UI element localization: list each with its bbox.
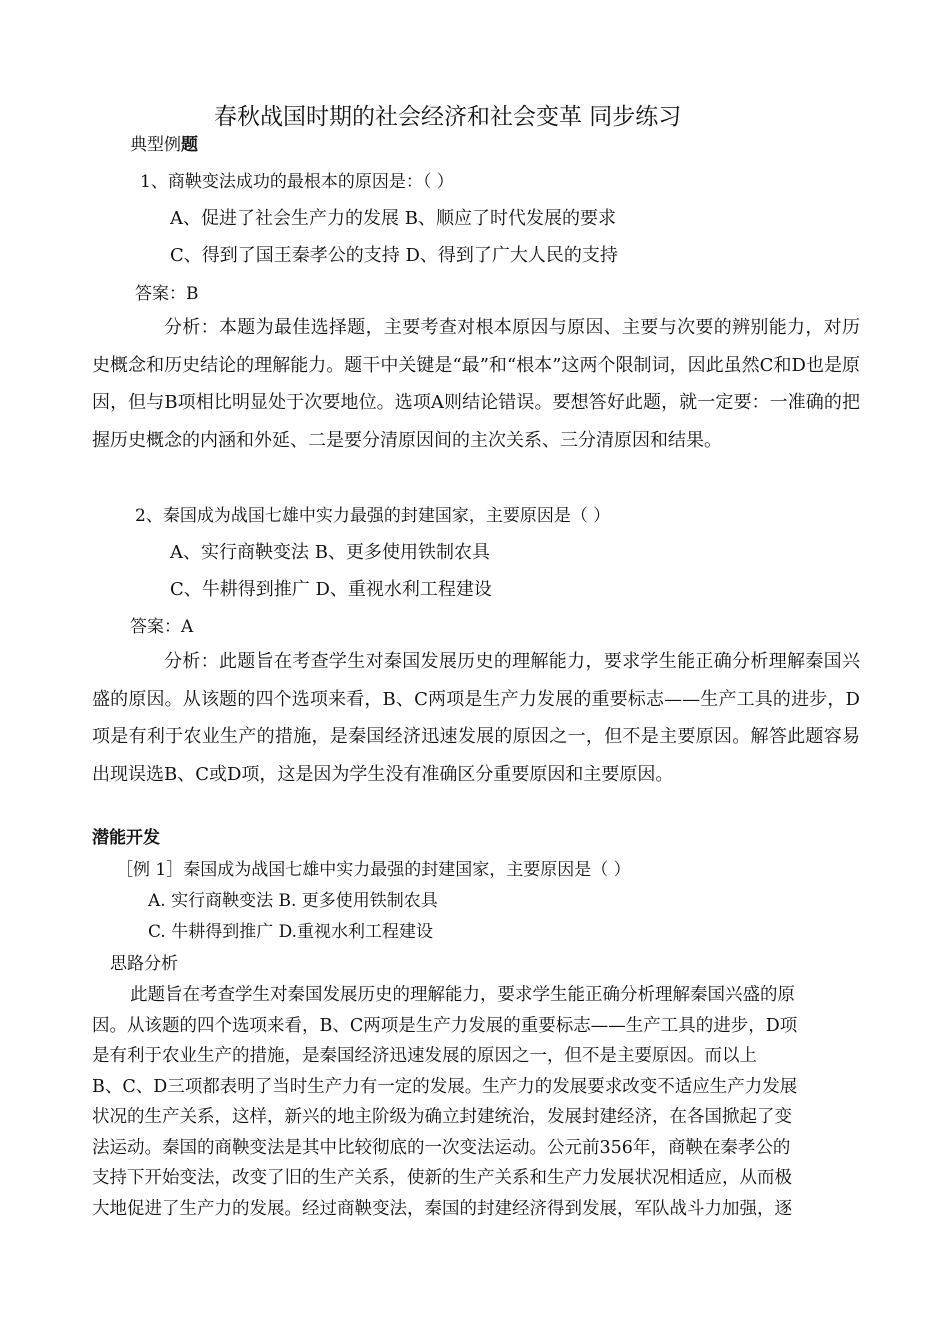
example-1-options-cd: C. 牛耕得到推广 D.重视水利工程建设 xyxy=(148,922,434,942)
section-heading-typical-examples xyxy=(130,130,198,155)
analysis-line: 是有利于农业生产的措施，是秦国经济迅速发展的原因之一，但不是主要原因。而以上 xyxy=(92,1046,757,1066)
analysis-line: 法运动。秦国的商鞅变法是其中比较彻底的一次变法运动。公元前356年，商鞅在秦孝公的 xyxy=(92,1137,791,1158)
question-2-stem: 2、秦国成为战国七雄中实力最强的封建国家，主要原因是（ ） xyxy=(135,506,611,526)
analysis-line: 支持下开始变法，改变了旧的生产关系，使新的生产关系和生产力发展状况相适应，从而极 xyxy=(92,1168,792,1188)
question-2-options-cd: C、牛耕得到推广 D、重视水利工程建设 xyxy=(170,579,492,600)
example-1-stem: ［例 1］秦国成为战国七雄中实力最强的封建国家，主要原因是（ ） xyxy=(116,860,631,880)
page-title: 春秋战国时期的社会经济和社会变革 同步练习 xyxy=(214,104,682,130)
question-2-options-ab: A、实行商鞅变法 B、更多使用铁制农具 xyxy=(170,542,490,563)
analysis-line: 状况的生产关系，这样，新兴的地主阶级为确立封建统治，发展封建经济，在各国掀起了变 xyxy=(92,1107,792,1127)
question-1-options-ab: A、促进了社会生产力的发展 B、顺应了时代发展的要求 xyxy=(170,208,616,229)
analysis-line: 大地促进了生产力的发展。经过商鞅变法，秦国的封建经济得到发展，军队战斗力加强，逐 xyxy=(92,1198,792,1219)
analysis-line: B、C、D三项都表明了当时生产力有一定的发展。生产力的发展要求改变不适应生产力发展 xyxy=(92,1076,798,1097)
section-heading-bold: 题 xyxy=(181,135,198,155)
analysis-line: 此题旨在考查学生对秦国发展历史的理解能力，要求学生能正确分析理解秦国兴盛的原 xyxy=(130,985,795,1005)
question-1-options-cd: C、得到了国王秦孝公的支持 D、得到了广大人民的支持 xyxy=(170,245,618,266)
question-1-answer: 答案：B xyxy=(135,284,199,304)
analysis-line: 因。从该题的四个选项来看，B、C两项是生产力发展的重要标志——生产工具的进步，D项 xyxy=(92,1015,798,1036)
question-2-analysis: 分析：此题旨在考查学生对秦国发展历史的理解能力，要求学生能正确分析理解秦国兴盛的原因。从该题的四个选项来看，B、C两项是生产力发展的重要标志——生产工具的进步，D项是有利于农业生产的措施，是秦国经济迅速发展的原因之一，但不是主要原因。解答此题容易出现误选B、C或D项，这是因为学生没有准确区分重要原因和主要原因。 xyxy=(92,651,860,785)
example-1-analysis xyxy=(92,980,860,1224)
example-1-options-ab: A. 实行商鞅变法 B. 更多使用铁制农具 xyxy=(148,891,438,911)
thinking-analysis-label: 思路分析 xyxy=(110,954,178,974)
section-heading-normal: 典型例 xyxy=(130,135,181,155)
section-heading-potential: 潜能开发 xyxy=(92,828,160,848)
question-1-stem: 1、商鞅变法成功的最根本的原因是：（ ） xyxy=(140,172,454,192)
question-1-analysis: 分析：本题为最佳选择题，主要考查对根本原因与原因、主要与次要的辨别能力，对历史概念和历史结论的理解能力。题干中关键是“最”和“根本”这两个限制词，因此虽然C和D也是原因，但与B项相比明显处于次要地位。选项A则结论错误。要想答好此题，就一定要：一准确的把握历史概念的内涵和外延、二是要分清原因间的主次关系、三分清原因和结果。 xyxy=(92,317,860,451)
question-2-answer: 答案：A xyxy=(130,617,194,637)
